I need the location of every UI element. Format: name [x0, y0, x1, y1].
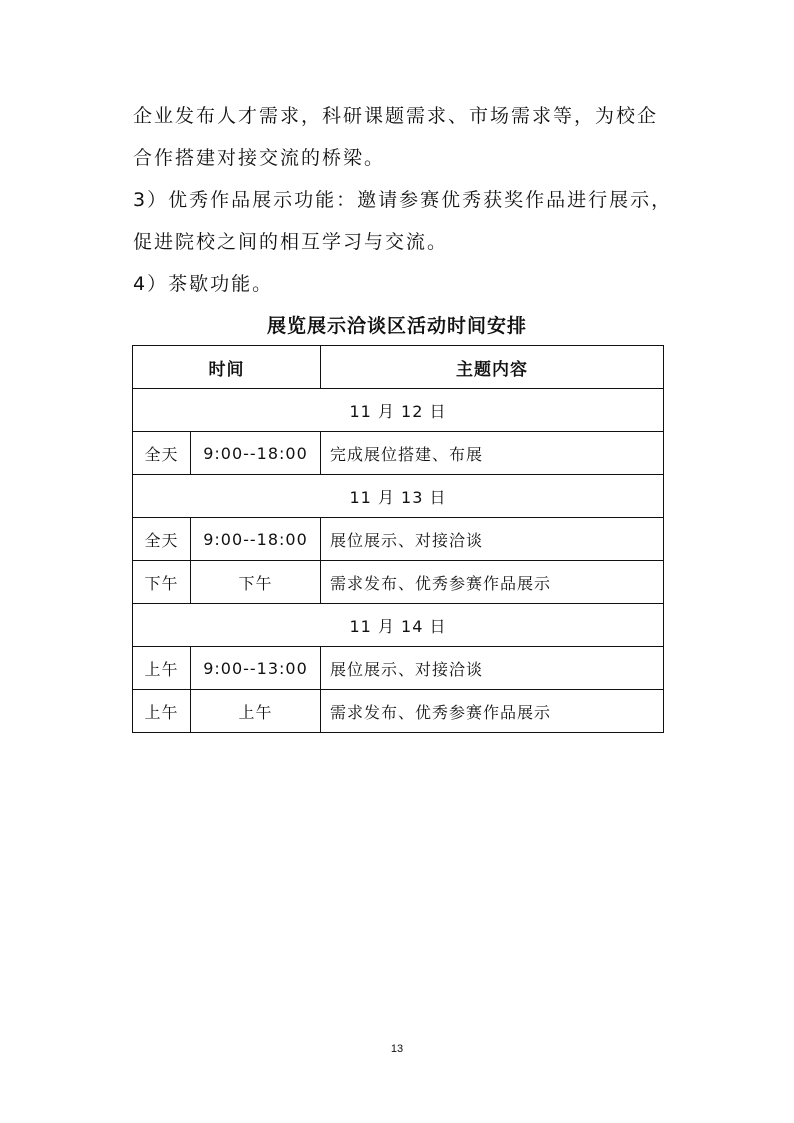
topic-cell: 展位展示、对接洽谈 [321, 647, 664, 690]
date-cell: 11 月 13 日 [133, 475, 664, 518]
date-row [133, 604, 664, 647]
body-paragraph-line: 合作搭建对接交流的桥梁。 [133, 147, 386, 169]
date-cell: 11 月 12 日 [133, 389, 664, 432]
table-title: 展览展示洽谈区活动时间安排 [266, 315, 527, 337]
page-number: 13 [390, 1043, 404, 1055]
body-paragraph-line: 4）茶歇功能。 [133, 273, 274, 295]
table-row [133, 690, 664, 733]
header-topic: 主题内容 [321, 346, 664, 389]
date-row [133, 475, 664, 518]
table-row [133, 518, 664, 561]
date-cell: 11 月 14 日 [133, 604, 664, 647]
body-paragraph-line: 促进院校之间的相互学习与交流。 [133, 231, 449, 253]
time-cell: 下午 [191, 561, 321, 604]
table-header-row [133, 346, 664, 389]
schedule-table [132, 345, 664, 733]
time-cell: 9:00--13:00 [191, 647, 321, 690]
period-cell: 下午 [133, 561, 191, 604]
period-cell: 上午 [133, 647, 191, 690]
time-cell: 9:00--18:00 [191, 518, 321, 561]
body-paragraph-line: 3）优秀作品展示功能：邀请参赛优秀获奖作品进行展示， [133, 189, 673, 211]
table-row [133, 561, 664, 604]
period-cell: 全天 [133, 432, 191, 475]
table-row [133, 432, 664, 475]
body-paragraph-line: 企业发布人才需求，科研课题需求、市场需求等，为校企 [133, 105, 659, 127]
date-row [133, 389, 664, 432]
table-row [133, 647, 664, 690]
period-cell: 上午 [133, 690, 191, 733]
header-time: 时间 [133, 346, 321, 389]
topic-cell: 需求发布、优秀参赛作品展示 [321, 690, 664, 733]
topic-cell: 完成展位搭建、布展 [321, 432, 664, 475]
period-cell: 全天 [133, 518, 191, 561]
time-cell: 9:00--18:00 [191, 432, 321, 475]
time-cell: 上午 [191, 690, 321, 733]
topic-cell: 需求发布、优秀参赛作品展示 [321, 561, 664, 604]
topic-cell: 展位展示、对接洽谈 [321, 518, 664, 561]
